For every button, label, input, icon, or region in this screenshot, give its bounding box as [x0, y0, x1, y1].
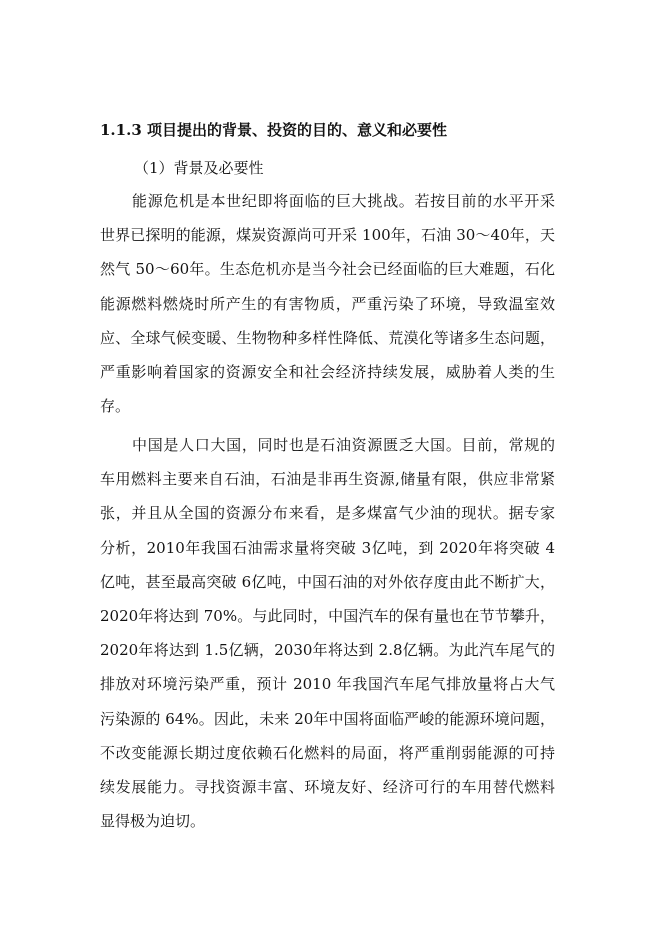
- paragraph-line: 不改变能源长期过度依赖石化燃料的局面，将严重削弱能源的可持: [100, 743, 555, 762]
- section-number: 1.1.3: [100, 121, 142, 139]
- paragraph-line: 污染源的 64%。因此，未来 20年中国将面临严峻的能源环境问题，: [100, 709, 555, 728]
- paragraph-line: 2020年将达到 70%。与此同时，中国汽车的保有量也在节节攀升，: [100, 606, 555, 625]
- paragraph-line: 车用燃料主要来自石油，石油是非再生资源,储量有限，供应非常紧: [100, 470, 555, 489]
- paragraph-line: 亿吨，甚至最高突破 6亿吨，中国石油的对外依存度由此不断扩大，: [100, 572, 555, 591]
- section-heading: [100, 118, 600, 142]
- paragraph-line: 中国是人口大国，同时也是石油资源匮乏大国。目前，常规的: [132, 436, 555, 454]
- paragraph-line: 世界已探明的能源，煤炭资源尚可开采 100年，石油 30～40年，天: [100, 226, 555, 245]
- paragraph-line: 能源燃料燃烧时所产生的有害物质，严重污染了环境，导致温室效: [100, 294, 555, 313]
- paragraph-line: 存。: [100, 397, 131, 416]
- section-title: 项目提出的背景、投资的目的、意义和必要性: [147, 121, 448, 139]
- paragraph-background: [100, 184, 555, 423]
- paragraph-line: 能源危机是本世纪即将面临的巨大挑战。若按目前的水平开采: [132, 192, 555, 210]
- paragraph-line: 应、全球气候变暖、生物物种多样性降低、荒漠化等诸多生态问题，: [100, 328, 555, 347]
- paragraph-line: 显得极为迫切。: [100, 812, 206, 831]
- paragraph-china-oil: [100, 428, 555, 838]
- paragraph-line: 严重影响着国家的资源安全和社会经济持续发展，威胁着人类的生: [100, 362, 555, 381]
- paragraph-line: 续发展能力。寻找资源丰富、环境友好、经济可行的车用替代燃料: [100, 777, 555, 796]
- paragraph-line: 张，并且从全国的资源分布来看，是多煤富气少油的现状。据专家: [100, 504, 555, 523]
- paragraph-line: 2020年将达到 1.5亿辆，2030年将达到 2.8亿辆。为此汽车尾气的: [100, 641, 555, 660]
- subsection-heading: （1）背景及必要性: [134, 159, 264, 177]
- paragraph-line: 分析，2010年我国石油需求量将突破 3亿吨，到 2020年将突破 4: [100, 538, 555, 557]
- paragraph-line: 然气 50～60年。生态危机亦是当今社会已经面临的巨大难题，石化: [100, 260, 555, 279]
- paragraph-line: 排放对环境污染严重，预计 2010 年我国汽车尾气排放量将占大气: [100, 675, 555, 694]
